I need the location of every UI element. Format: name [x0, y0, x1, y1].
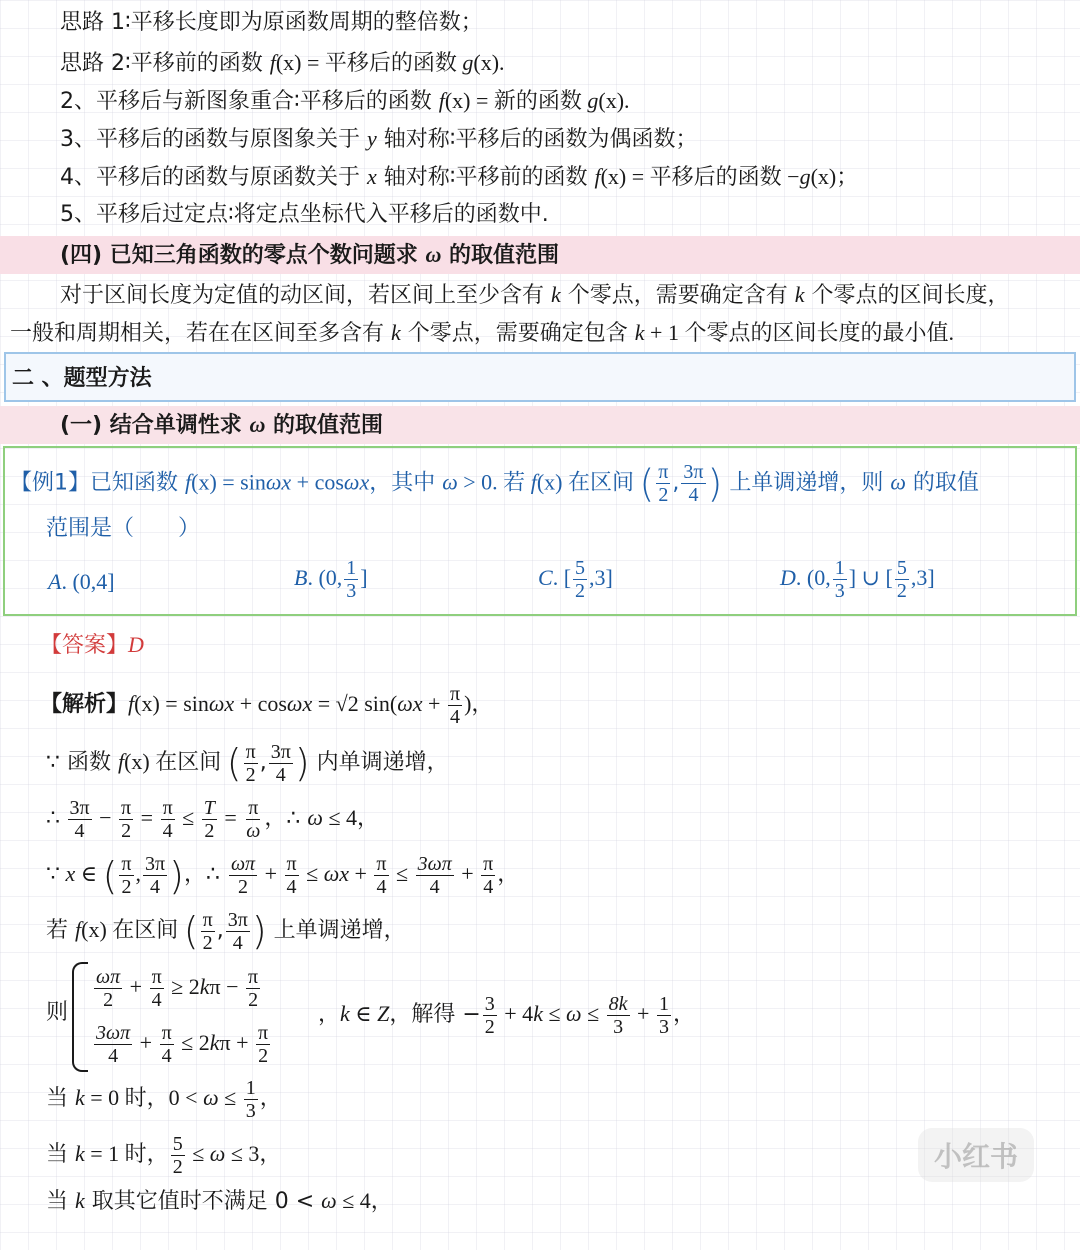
section-four-title: (四) 已知三角函数的零点个数问题求 ω 的取值范围: [60, 242, 560, 268]
option-d: D. (0, $\frac{1}{3}$ ] ∪ [ $\frac{5}{2}$ ,3]: [780, 557, 935, 603]
solution-line5: 若 f(x) 在区间 ( $\frac{\pi}{2}$ , $\frac{3\pi}{4}$ ) 上单调递增，: [46, 908, 406, 954]
system-row-2: $\frac{3\omega\pi}{4}$ + $\frac{\pi}{4}$ ≤ 2kπ + $\frac{\pi}{2}$: [96, 1022, 269, 1068]
section-four-para-line1: 对于区间长度为定值的动区间，若区间上至少含有 k 个零点，需要确定含有 k 个零点的区间长度，: [60, 282, 1010, 308]
example-stem-line1: 【例1】已知函数 f(x) = sinωx + cosωx，其中 ω > 0. 若 f(x) 在区间 ( $\frac{\pi}{2}$ , $\frac{3\pi}{4}$ ) 上单调递增，则 ω 的取值: [10, 461, 979, 506]
idea-1-line: 思路 1∶平移长度即为原函数周期的整倍数；: [60, 10, 483, 35]
example-tag: 【例1】: [10, 470, 90, 496]
item-4-line: 4、平移后的函数与原函数关于 x 轴对称∶平移前的函数 f(x) = 平移后的函数 −g(x)；: [60, 164, 859, 190]
system-solution: ，k ∈ Z，解得 − $\frac{3}{2}$ + 4k ≤ ω ≤ $\frac{8k}{3}$ + $\frac{1}{3}$ ，: [318, 993, 695, 1039]
subsection-one-title: (一) 结合单调性求 ω 的取值范围: [60, 412, 384, 438]
case-k1: 当 k = 1 时， $\frac{5}{2}$ ≤ ω ≤ 3，: [46, 1132, 282, 1178]
methods-header-box: [4, 352, 1076, 402]
example-stem-line2: 范围是（ ）: [46, 516, 201, 541]
option-a: A. (0,4]: [48, 569, 115, 594]
idea-2-line: 思路 2∶平移前的函数 f(x) = 平移后的函数 g(x).: [60, 50, 505, 76]
system-row-1: $\frac{\omega\pi}{2}$ + $\frac{\pi}{4}$ ≥ 2kπ − $\frac{\pi}{2}$: [96, 966, 259, 1012]
section-four-para-line2: 一般和周期相关，若在在区间至多含有 k 个零点，需要确定包含 k + 1 个零点的区间长度的最小值.: [10, 320, 954, 346]
solution-line2: ∵ 函数 f(x) 在区间 ( $\frac{\pi}{2}$ , $\frac{3\pi}{4}$ ) 内单调递增，: [46, 740, 449, 786]
item-3-line: 3、平移后的函数与原图象关于 y 轴对称∶平移后的函数为偶函数；: [60, 126, 698, 152]
methods-header: 二 、题型方法: [12, 366, 152, 391]
item-5-line: 5、平移后过定点∶将定点坐标代入平移后的函数中.: [60, 202, 549, 227]
item-2-line: 2、平移后与新图象重合∶平移后的函数 f(x) = 新的函数 g(x).: [60, 88, 630, 114]
answer-line: 【答案】D: [40, 632, 144, 658]
solution-line1: 【解析】f(x) = sinωx + cosωx = √2 sin(ωx + $\frac{\pi}{4}$ )，: [40, 682, 494, 728]
option-b: B. (0, $\frac{1}{3}$ ]: [294, 557, 368, 603]
solution-then-label: 则: [46, 1000, 69, 1025]
case-k0: 当 k = 0 时，0 < ω ≤ $\frac{1}{3}$ ，: [46, 1076, 282, 1122]
case-other-k: 当 k 取其它值时不满足 0 < ω ≤ 4，: [46, 1188, 393, 1214]
option-c: C. [ $\frac{5}{2}$ ,3]: [538, 557, 613, 603]
solution-line3: ∴ $\frac{3\pi}{4}$ − $\frac{\pi}{2}$ = $\frac{\pi}{4}$ ≤ $\frac{T}{2}$ = $\frac{\pi}{\omega}$ ，∴ ω ≤ 4，: [46, 797, 380, 843]
system-brace: [72, 962, 88, 1072]
solution-line4: ∵ x ∈ ( $\frac{\pi}{2}$ , $\frac{3\pi}{4}$ )，∴ $\frac{\omega\pi}{2}$ + $\frac{\pi}{4}$ ≤ ωx + $\frac{\pi}{4}$ ≤ $\frac{3\omega\pi}{4}$ + $\frac{\pi}{4}$ ，: [46, 853, 520, 899]
watermark-logo: 小红书: [918, 1128, 1034, 1182]
